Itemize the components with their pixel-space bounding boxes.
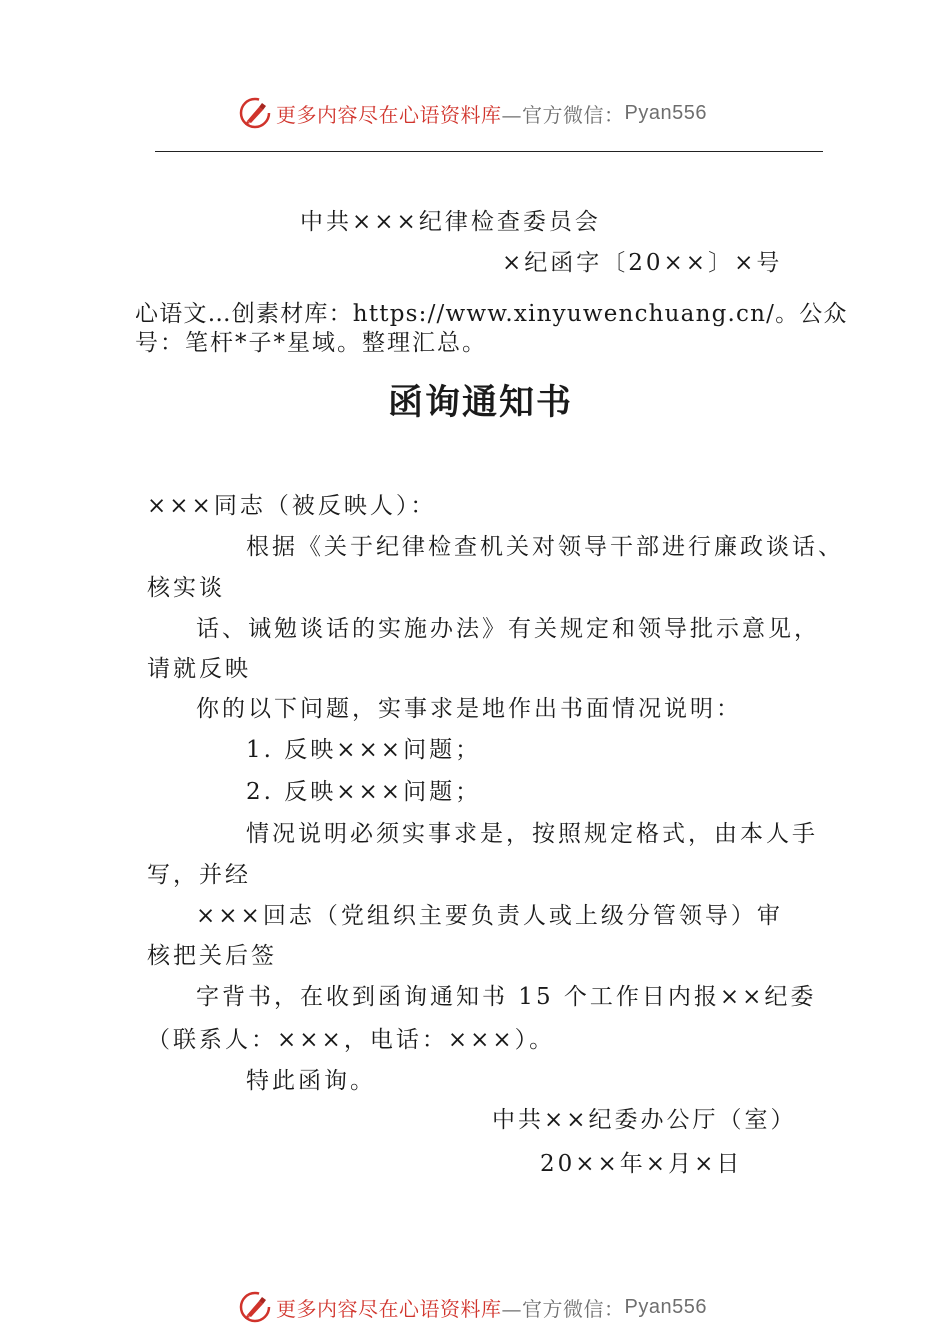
body-line: 核把关后签 [147, 943, 277, 969]
body-line: 根据《关于纪律检查机关对领导干部进行廉政谈话、 [246, 534, 844, 560]
body-line: （联系人：×××，电话：×××）。 [147, 1027, 556, 1053]
body-line: 核实谈 [147, 575, 225, 601]
body-line: 情况说明必须实事求是，按照规定格式，由本人手 [246, 821, 818, 847]
body-line: 话、诫勉谈话的实施办法》有关规定和领导批示意见， [196, 616, 820, 642]
watermark-wechat-label: —官方微信： [501, 102, 625, 127]
body-line: 请就反映 [147, 656, 251, 682]
list-item: 2. 反映×××问题； [246, 779, 482, 805]
issuing-organization: 中共×××纪律检查委员会 [300, 209, 601, 235]
watermark-wechat-id: Pyan556 [624, 1295, 707, 1318]
promo-line-1: 心语文…创素材库：https://www.xinyuwenchuang.cn/。公众 [135, 301, 848, 327]
top-watermark-banner [238, 96, 707, 130]
watermark-text: 更多内容尽在心语资料库 [276, 1296, 502, 1321]
body-line: ×××回志（党组织主要负责人或上级分管领导）审 [196, 903, 783, 929]
document-title: 函询通知书 [388, 382, 574, 423]
watermark-wechat-id: Pyan556 [624, 101, 707, 124]
body-line: 写，并经 [147, 862, 251, 888]
body-line: 你的以下问题，实事求是地作出书面情况说明： [196, 696, 742, 722]
brush-pen-logo-icon [238, 96, 272, 130]
brush-pen-logo-icon [238, 1290, 272, 1324]
header-rule [155, 151, 823, 152]
signature-date: 20××年×月×日 [540, 1151, 743, 1177]
closing-line: 特此函询。 [246, 1068, 376, 1094]
salutation: ×××同志（被反映人）： [147, 493, 437, 519]
signature-office: 中共××纪委办公厅（室） [492, 1107, 797, 1133]
body-line: 字背书，在收到函询通知书 15 个工作日内报××纪委 [196, 984, 817, 1010]
watermark-wechat-label: —官方微信： [501, 1296, 625, 1321]
bottom-watermark-banner [238, 1290, 707, 1324]
promo-line-2: 号：笔杆*子*星域。整理汇总。 [135, 330, 487, 356]
list-item: 1. 反映×××问题； [246, 737, 482, 763]
document-number: ×纪函字〔20××〕×号 [502, 250, 783, 276]
watermark-text: 更多内容尽在心语资料库 [276, 102, 502, 127]
